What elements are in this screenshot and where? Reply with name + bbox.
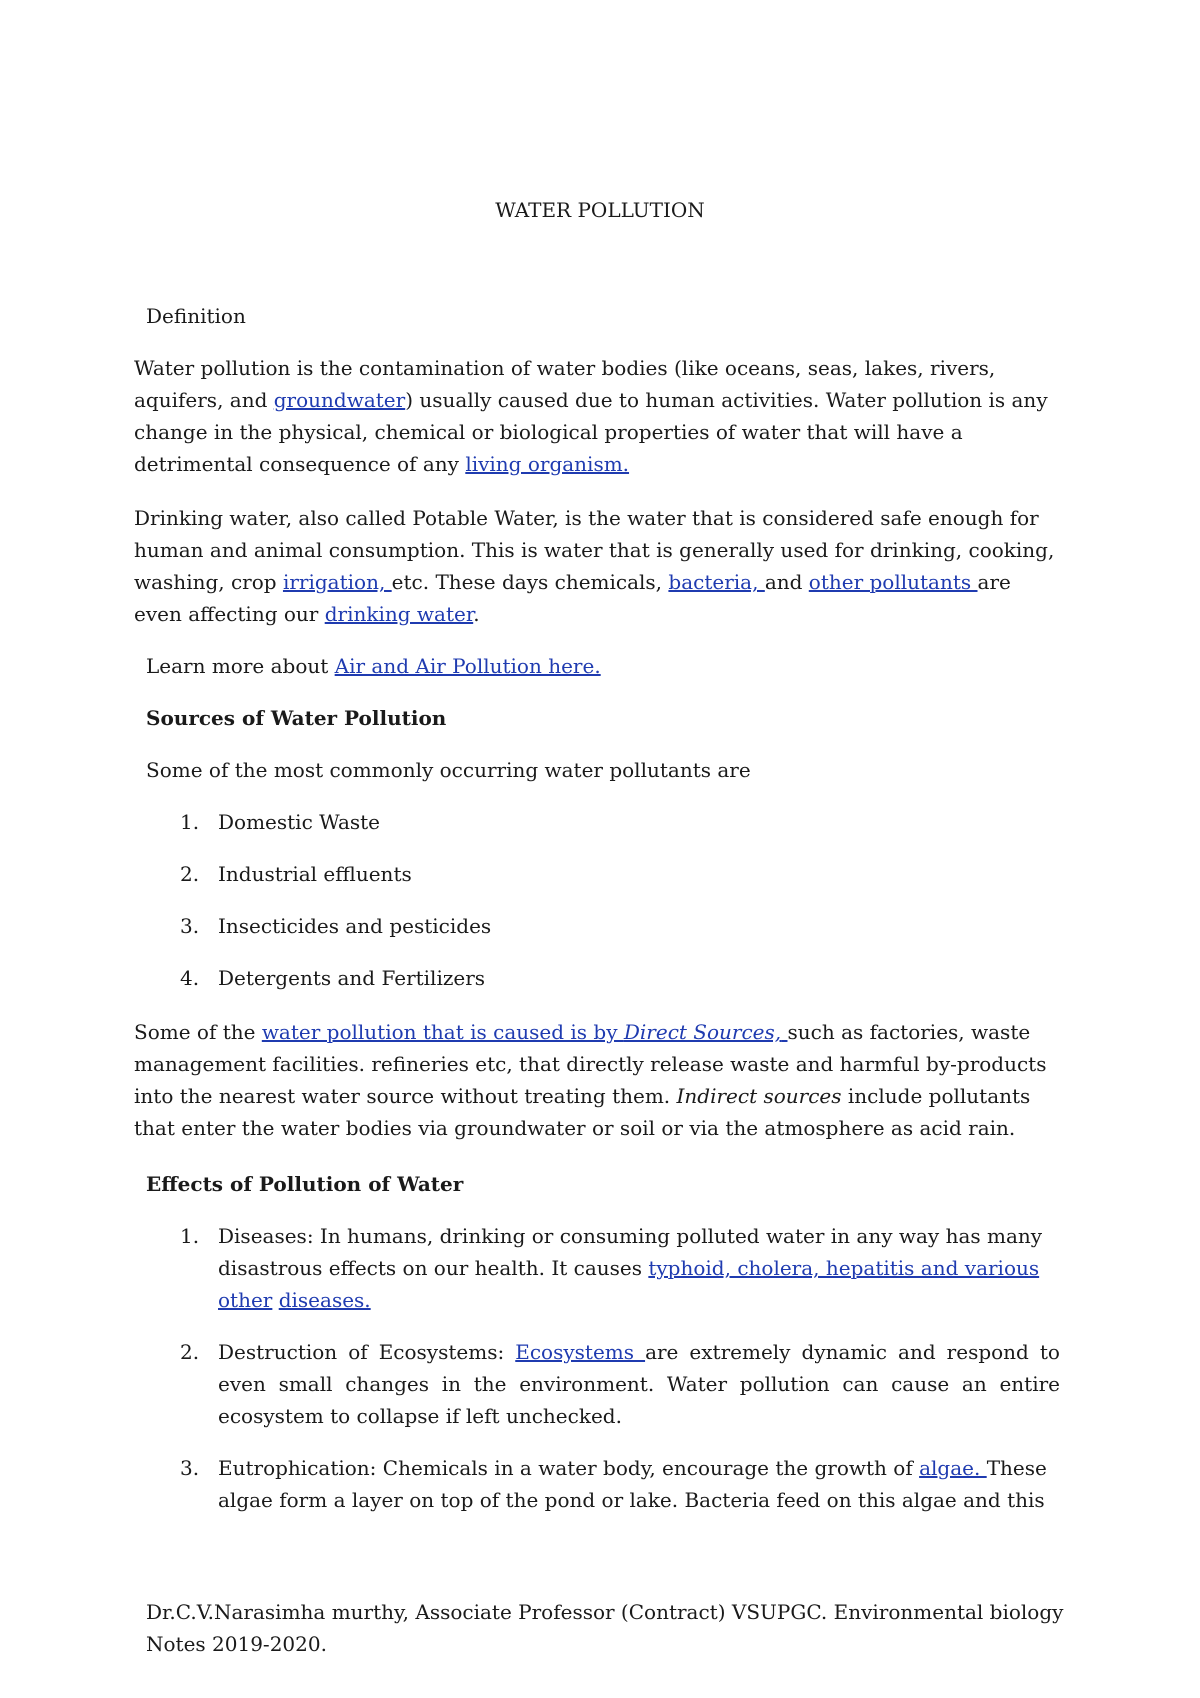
definition-label: Definition: [146, 304, 246, 328]
list-text: Insecticides and pesticides: [218, 914, 492, 938]
list-number: 2.: [180, 1340, 200, 1364]
list-number: 4.: [180, 966, 200, 990]
list-text: Industrial effluents: [218, 862, 412, 886]
list-number: 3.: [180, 1456, 200, 1480]
text: Destruction of Ecosystems:: [218, 1340, 516, 1364]
air-pollution-link[interactable]: Air and Air Pollution here.: [334, 654, 601, 678]
irrigation-link[interactable]: irrigation,: [282, 570, 392, 594]
text: Eutrophication: Chemicals in a water body, encourage the growth of: [218, 1456, 920, 1480]
link-text: water pollution that is caused is by: [261, 1020, 624, 1044]
living-organism-link[interactable]: living organism.: [465, 452, 630, 476]
ecosystems-link[interactable]: Ecosystems: [515, 1340, 646, 1364]
list-item: [180, 858, 1060, 890]
text: are extremely dynamic and respond to even small changes in the environment. Water pollution can cause an entire ecosystem to collapse if left unchecked.: [218, 1340, 1060, 1428]
indirect-sources-emphasis: Indirect sources: [676, 1084, 842, 1108]
text: Diseases: In humans, drinking or consuming polluted water in any way has many disastrous effects on our health. It causes: [218, 1224, 1043, 1280]
list-number: 1.: [180, 1224, 200, 1248]
text: and: [764, 570, 809, 594]
direct-sources-paragraph: [134, 1016, 1064, 1144]
groundwater-link[interactable]: groundwater: [273, 388, 406, 412]
list-item: [180, 962, 1060, 994]
drinking-water-paragraph: [134, 502, 1064, 630]
drinking-water-link[interactable]: drinking water: [324, 602, 474, 626]
text: .: [473, 602, 480, 626]
text: Some of the: [134, 1020, 262, 1044]
text: These algae form a layer on top of the pond or lake. Bacteria feed on this algae and this: [218, 1456, 1047, 1512]
list-text: Detergents and Fertilizers: [218, 966, 486, 990]
page-footer: Dr.C.V.Narasimha murthy, Associate Professor (Contract) VSUPGC. Environmental biology Notes 2019-2020.: [146, 1600, 1064, 1656]
text: Drinking water, also called Potable Water, is the water that is considered safe enough for human and animal consumption. This is water that is generally used for drinking, cooking, washing, crop: [134, 506, 1055, 594]
list-item: [180, 910, 1060, 942]
diseases-link[interactable]: diseases.: [278, 1288, 371, 1312]
text: Learn more about: [146, 654, 335, 678]
list-number: 2.: [180, 862, 200, 886]
other-pollutants-link[interactable]: other pollutants: [808, 570, 978, 594]
list-item: [180, 1452, 1060, 1516]
list-number: 1.: [180, 810, 200, 834]
learn-more-line: [146, 650, 1064, 682]
sources-intro: Some of the most commonly occurring water pollutants are: [146, 758, 751, 782]
bacteria-link[interactable]: bacteria,: [668, 570, 765, 594]
effects-list: [180, 1220, 1060, 1516]
sources-heading: Sources of Water Pollution: [146, 706, 447, 730]
text: are even affecting our: [134, 570, 1011, 626]
algae-link[interactable]: algae.: [919, 1456, 987, 1480]
list-item: [180, 1220, 1060, 1316]
text: include pollutants that enter the water bodies via groundwater or soil or via the atmosphere as acid rain.: [134, 1084, 1031, 1140]
page-title: WATER POLLUTION: [495, 198, 705, 222]
text: etc. These days chemicals,: [391, 570, 669, 594]
link-emphasis: Direct Sources,: [623, 1020, 782, 1044]
list-number: 3.: [180, 914, 200, 938]
list-item: [180, 806, 1060, 838]
text: Water pollution is the contamination of water bodies (like oceans, seas, lakes, rivers, aquifers, and: [134, 356, 996, 412]
text: ) usually caused due to human activities. Water pollution is any change in the physical, chemical or biological properties of water that will have a detrimental consequence of any: [134, 388, 1048, 476]
text: such as factories, waste management facilities. refineries etc, that directly release waste and harmful by-products into the nearest water source without treating them.: [134, 1020, 1047, 1108]
list-item: [180, 1336, 1060, 1432]
diseases-list-link[interactable]: typhoid, cholera, hepatitis and various other: [218, 1256, 1040, 1312]
direct-sources-link[interactable]: [262, 1020, 788, 1044]
list-text: Domestic Waste: [218, 810, 381, 834]
definition-paragraph: [134, 352, 1064, 480]
effects-heading: Effects of Pollution of Water: [146, 1172, 464, 1196]
pollutants-list: [180, 806, 1060, 994]
